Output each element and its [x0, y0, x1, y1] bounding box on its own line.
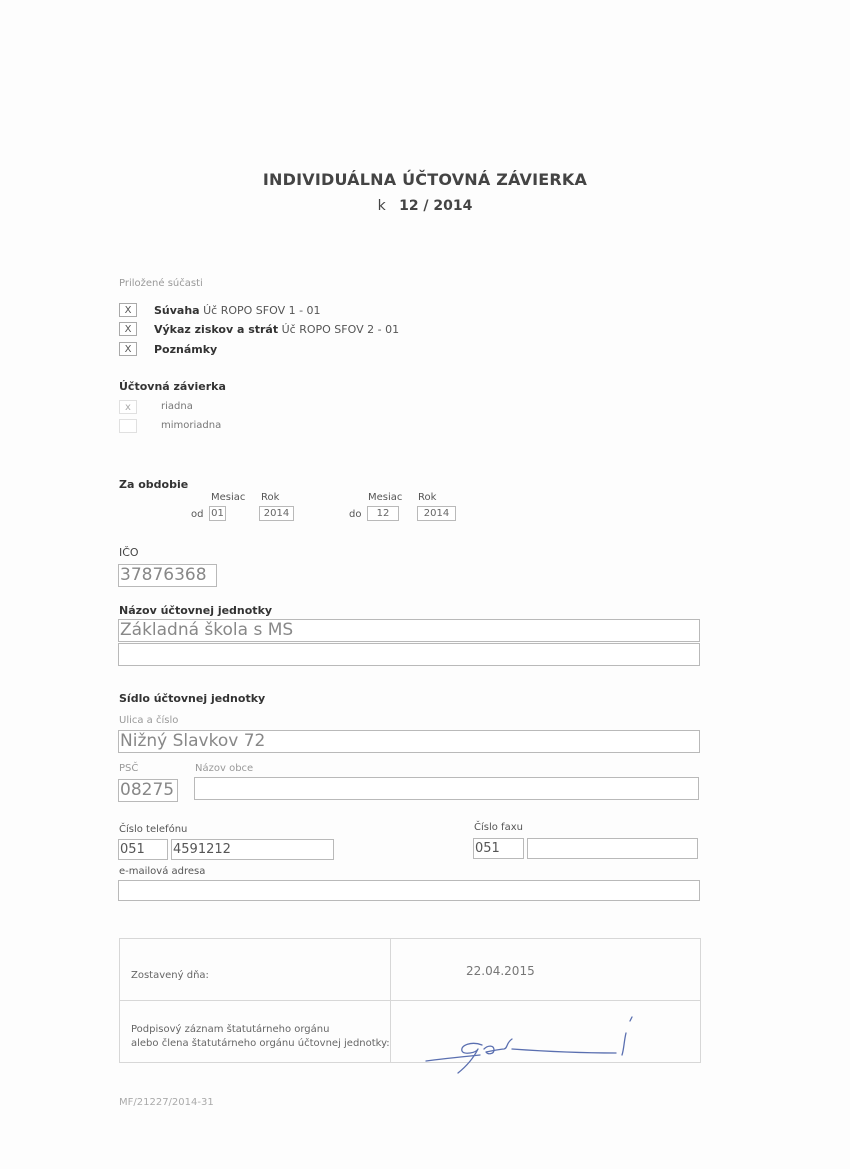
to-year-label: Rok — [418, 492, 437, 503]
attachment-checkbox-poznamky[interactable]: X — [119, 342, 137, 356]
to-month-field[interactable]: 12 — [367, 506, 399, 521]
closing-option-riadna: riadna — [161, 401, 193, 412]
psc-field[interactable]: 08275 — [118, 779, 178, 802]
city-label: Názov obce — [195, 763, 254, 774]
attachment-name: Výkaz ziskov a strát — [154, 323, 279, 336]
street-label: Ulica a číslo — [119, 715, 179, 726]
document-title: INDIVIDUÁLNA ÚČTOVNÁ ZÁVIERKA — [262, 170, 588, 189]
fax-number-field[interactable] — [527, 838, 698, 859]
to-year-field[interactable]: 2014 — [417, 506, 456, 521]
city-field[interactable] — [194, 777, 699, 800]
signature-table — [119, 938, 701, 1063]
from-year-field[interactable]: 2014 — [259, 506, 294, 521]
to-month-label: Mesiac — [368, 492, 403, 503]
attachment-code: Úč ROPO SFOV 2 - 01 — [281, 323, 400, 336]
signature-label-line-2: alebo člena štatutárneho orgánu účtovnej jednotky: — [131, 1038, 390, 1049]
attachment-item-poznamky — [154, 343, 217, 356]
fax-label: Číslo faxu — [474, 822, 523, 833]
closing-checkbox-mimoriadna[interactable] — [119, 419, 137, 433]
attachment-code: Úč ROPO SFOV 1 - 01 — [203, 304, 321, 317]
email-label: e-mailová adresa — [119, 866, 206, 877]
attachment-name: Poznámky — [154, 343, 218, 356]
from-month-label: Mesiac — [211, 492, 246, 503]
attachment-name: Súvaha — [154, 304, 200, 317]
signature-image — [420, 1015, 640, 1077]
from-year-label: Rok — [261, 492, 280, 503]
attachment-checkbox-suvaha[interactable]: X — [119, 303, 137, 317]
phone-prefix-field[interactable]: 051 — [118, 839, 168, 860]
fax-prefix-field[interactable]: 051 — [473, 838, 524, 859]
entity-name-field-2[interactable] — [118, 643, 700, 666]
closing-label: Účtovná závierka — [119, 380, 226, 393]
signature-label — [131, 1023, 390, 1051]
ico-label: IČO — [119, 546, 139, 559]
email-field[interactable] — [118, 880, 700, 901]
phone-number-field[interactable]: 4591212 — [171, 839, 334, 860]
attachment-item-vykaz — [154, 323, 399, 336]
period-label: Za obdobie — [119, 478, 189, 491]
entity-name-label: Názov účtovnej jednotky — [119, 604, 273, 617]
psc-label: PSČ — [119, 763, 139, 774]
period-prefix: k — [377, 198, 386, 214]
street-field[interactable]: Nižný Slavkov 72 — [118, 730, 700, 753]
entity-name-field-1[interactable]: Základná škola s MS — [118, 619, 700, 642]
closing-option-mimoriadna: mimoriadna — [161, 420, 222, 431]
closing-checkbox-riadna[interactable]: x — [119, 400, 137, 414]
document-period — [0, 198, 850, 214]
signature-label-line-1: Podpisový záznam štatutárneho orgánu — [131, 1024, 330, 1035]
phone-label: Číslo telefónu — [119, 824, 188, 835]
from-label: od — [191, 509, 204, 520]
from-month-field[interactable]: 01 — [209, 506, 226, 521]
compiled-label: Zostavený dňa: — [131, 970, 209, 981]
table-divider-vertical — [390, 939, 391, 1062]
attachments-label: Priložené súčasti — [119, 278, 203, 289]
table-divider-horizontal — [120, 1000, 700, 1001]
to-label: do — [349, 509, 362, 520]
form-code: MF/21227/2014-31 — [119, 1097, 214, 1108]
attachment-item-suvaha — [154, 304, 321, 317]
address-label: Sídlo účtovnej jednotky — [119, 692, 266, 705]
period-value: 12 / 2014 — [399, 198, 473, 214]
attachment-checkbox-vykaz[interactable]: X — [119, 322, 137, 336]
compiled-date[interactable]: 22.04.2015 — [466, 964, 535, 978]
ico-field[interactable]: 37876368 — [118, 564, 217, 587]
